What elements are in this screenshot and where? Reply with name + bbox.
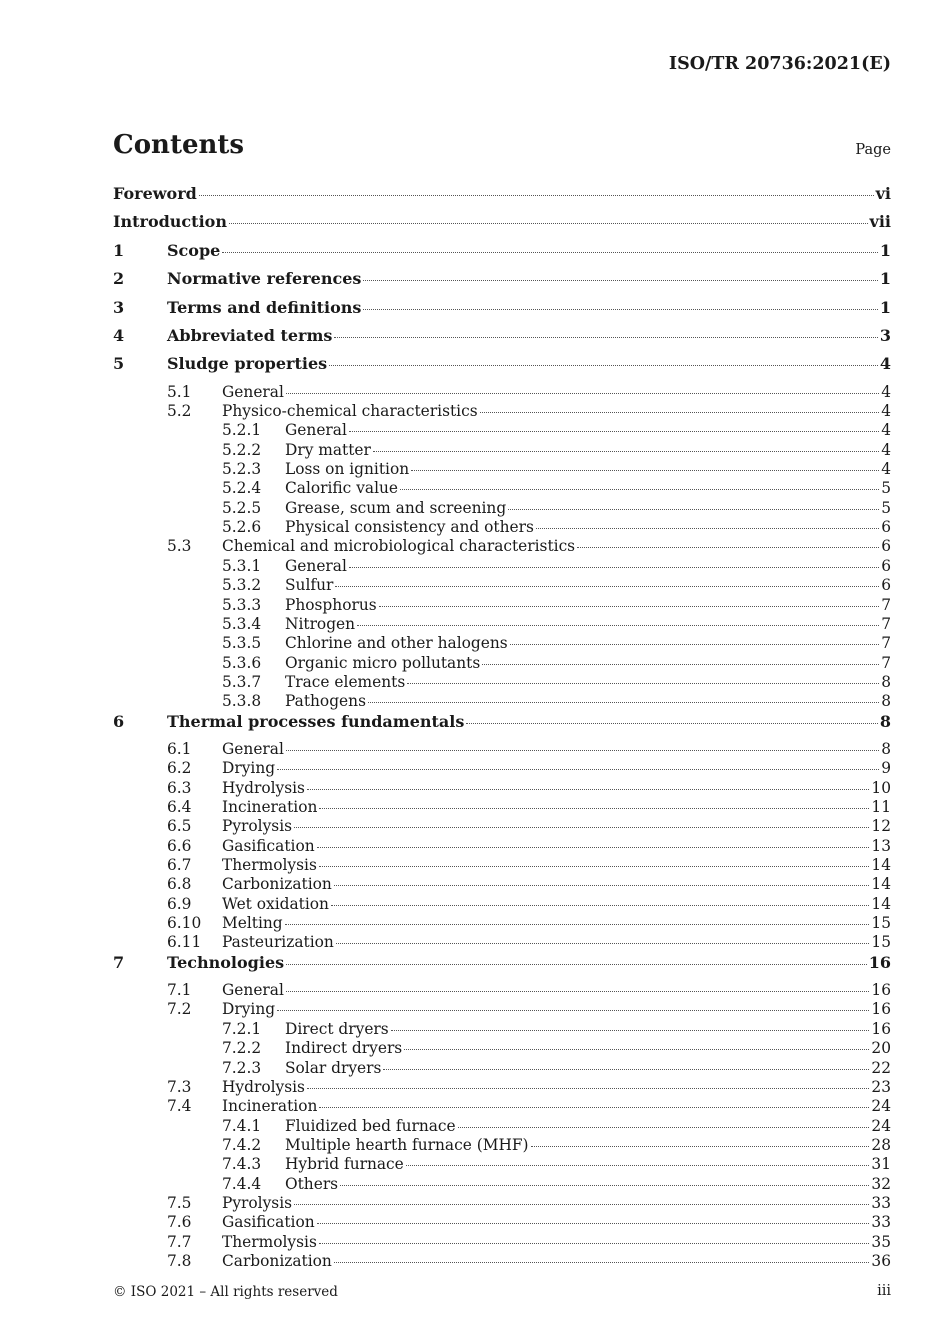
toc-entry-page: 20 [871, 1039, 891, 1058]
toc-entry[interactable] [113, 856, 891, 875]
toc-entry-label: Hydrolysis [222, 778, 305, 797]
toc-entry[interactable] [113, 326, 891, 354]
toc-entry-label: Loss on ignition [285, 460, 410, 479]
dot-leader [404, 1049, 869, 1050]
toc-entry-label: Trace elements [285, 672, 406, 691]
toc-entry[interactable] [113, 1097, 891, 1116]
toc-entry-page: 35 [871, 1232, 891, 1251]
toc-entry[interactable] [113, 479, 891, 498]
toc-entry-page: 6 [881, 576, 891, 595]
dot-leader [199, 195, 874, 196]
toc-entry-page: 3 [879, 325, 891, 345]
toc-entry-page: 22 [871, 1058, 891, 1077]
toc-entry-number: 4 [113, 325, 125, 345]
toc-entry[interactable] [113, 1213, 891, 1232]
toc-entry[interactable] [113, 537, 891, 556]
dot-leader [307, 789, 869, 790]
toc-entry[interactable] [113, 354, 891, 382]
toc-entry-page: 15 [871, 914, 891, 933]
toc-entry-label: Direct dryers [285, 1019, 389, 1038]
toc-entry-page: 5 [881, 498, 891, 517]
dot-leader [349, 431, 879, 432]
toc-entry-page: 16 [871, 1019, 891, 1038]
toc-entry-page: 14 [871, 856, 891, 875]
toc-entry[interactable] [113, 673, 891, 692]
toc-entry-number: 6.3 [167, 778, 192, 797]
dot-leader [373, 451, 879, 452]
toc-entry[interactable] [113, 692, 891, 711]
toc-entry-label: Drying [222, 1000, 276, 1019]
toc-entry-page: 8 [881, 672, 891, 691]
toc-entry-page: 7 [881, 634, 891, 653]
toc-entry-number: 7.6 [167, 1213, 192, 1232]
dot-leader [480, 412, 880, 413]
dot-leader [336, 943, 870, 944]
toc-entry-label: Pyrolysis [222, 817, 293, 836]
toc-entry[interactable] [113, 212, 891, 240]
toc-entry-page: 11 [871, 798, 891, 816]
toc-entry[interactable] [113, 798, 891, 817]
toc-entry-label: Incineration [222, 1097, 318, 1116]
toc-entry-page: 16 [871, 1000, 891, 1019]
toc-entry[interactable] [113, 241, 891, 269]
toc-entry-page: 4 [881, 402, 891, 421]
toc-entry[interactable] [113, 981, 891, 1000]
toc-entry-label: Foreword [113, 184, 197, 203]
dot-leader [368, 702, 879, 703]
toc-entry-label: Incineration [222, 798, 318, 816]
toc-entry-label: Thermolysis [222, 1232, 317, 1251]
dot-leader [277, 1010, 869, 1011]
dot-leader [363, 309, 877, 310]
toc-entry[interactable] [113, 421, 891, 440]
toc-entry[interactable] [113, 953, 891, 981]
toc-entry-number: 7.8 [167, 1251, 192, 1270]
toc-entry-label: Melting [222, 914, 283, 933]
toc-entry[interactable] [113, 1078, 891, 1097]
toc-entry-label: Sulfur [285, 576, 334, 595]
toc-entry[interactable] [113, 817, 891, 836]
toc-entry-label: General [222, 739, 284, 758]
dot-leader [285, 924, 870, 925]
dot-leader [319, 1107, 869, 1108]
dot-leader [577, 547, 879, 548]
dot-leader [286, 393, 879, 394]
toc-entry-label: Hydrolysis [222, 1077, 305, 1096]
dot-leader [334, 885, 870, 886]
toc-entry-page: 14 [871, 894, 891, 913]
toc-entry-label: Indirect dryers [285, 1039, 403, 1058]
toc-entry-number: 7.5 [167, 1193, 192, 1212]
toc-entry-number: 6.2 [167, 759, 192, 778]
toc-entry-page: 8 [881, 739, 891, 758]
dot-leader [531, 1146, 870, 1147]
toc-entry[interactable] [113, 1194, 891, 1213]
toc-entry-page: 16 [868, 952, 891, 972]
toc-entry-page: 1 [879, 240, 891, 260]
toc-entry-page: 6 [881, 537, 891, 556]
toc-entry-number: 5.1 [167, 382, 192, 401]
dot-leader [307, 1088, 869, 1089]
dot-leader [286, 750, 879, 751]
toc-entry-page: 5 [881, 479, 891, 498]
toc-entry-number: 5 [113, 354, 125, 374]
dot-leader [391, 1030, 870, 1031]
toc-entry-number: 6 [113, 711, 125, 731]
toc-entry[interactable] [113, 634, 891, 653]
dot-leader [294, 1204, 869, 1205]
toc-entry-number: 1 [113, 240, 125, 260]
dot-leader [406, 1165, 870, 1166]
toc-entry-label: Sludge properties [167, 354, 328, 374]
toc-entry-number: 6.11 [167, 933, 202, 952]
toc-entry[interactable] [113, 576, 891, 595]
toc-entry[interactable] [113, 1039, 891, 1058]
toc-entry-number: 5.3 [167, 537, 192, 556]
toc-entry-label: General [285, 421, 347, 440]
toc-entry-number: 3 [113, 297, 125, 317]
toc-entry-page: 12 [871, 817, 891, 836]
toc-entry[interactable] [113, 740, 891, 759]
toc-entry[interactable] [113, 759, 891, 778]
toc-entry-number: 5.3.8 [222, 692, 262, 711]
dot-leader [334, 337, 877, 338]
toc-entry[interactable] [113, 615, 891, 634]
dot-leader [383, 1069, 869, 1070]
footer-copyright: © ISO 2021 – All rights reserved [113, 1284, 338, 1300]
toc-entry-page: 8 [881, 692, 891, 711]
toc-entry-page: 14 [871, 875, 891, 894]
toc-entry[interactable] [113, 1000, 891, 1019]
toc-entry-number: 5.2 [167, 402, 192, 421]
toc-entry-label: Nitrogen [285, 614, 356, 633]
toc-entry-number: 6.1 [167, 739, 192, 758]
toc-entry-label: Phosphorus [285, 595, 377, 614]
document-id: ISO/TR 20736:2021(E) [668, 54, 891, 74]
dot-leader [329, 365, 878, 366]
page-column-label: Page [855, 142, 891, 158]
toc-entry-label: Pathogens [285, 692, 366, 711]
toc-entry-number: 6.8 [167, 875, 192, 894]
dot-leader [400, 489, 879, 490]
toc-entry-page: 24 [871, 1097, 891, 1116]
toc-entry-label: Pasteurization [222, 933, 334, 952]
dot-leader [317, 1223, 870, 1224]
toc-entry-label: Wet oxidation [222, 894, 329, 913]
toc-entry[interactable] [113, 895, 891, 914]
dot-leader [508, 509, 879, 510]
dot-leader [334, 1262, 870, 1263]
toc-entry-label: Solar dryers [285, 1058, 382, 1077]
toc-entry-label: Thermolysis [222, 856, 317, 875]
toc-entry-label: General [222, 981, 284, 1000]
toc-entry-label: Organic micro pollutants [285, 653, 481, 672]
toc-entry-number: 5.2.1 [222, 421, 262, 440]
toc-entry-number: 5.2.5 [222, 498, 262, 517]
toc-entry-page: 8 [879, 711, 891, 731]
toc-entry-page: 1 [879, 269, 891, 289]
dot-leader [340, 1185, 869, 1186]
toc-entry-number: 5.3.4 [222, 614, 262, 633]
toc-entry-number: 5.3.1 [222, 556, 262, 575]
toc-entry-label: Scope [167, 240, 221, 260]
toc-entry-page: 1 [879, 297, 891, 317]
toc-entry-number: 5.3.2 [222, 576, 262, 595]
toc-entry-label: Thermal processes fundamentals [167, 711, 465, 731]
toc-entry-label: Terms and definitions [167, 297, 362, 317]
toc-entry-page: 4 [881, 460, 891, 479]
toc-entry-label: Calorific value [285, 479, 399, 498]
toc-entry[interactable] [113, 933, 891, 952]
toc-entry[interactable] [113, 1233, 891, 1252]
toc-entry-page: 16 [871, 981, 891, 1000]
toc-entry-label: Chemical and microbiological characteristics [222, 537, 576, 556]
toc-entry-number: 7 [113, 952, 125, 972]
dot-leader [335, 586, 879, 587]
toc-entry[interactable] [113, 712, 891, 740]
toc-entry-number: 6.10 [167, 914, 202, 933]
toc-entry[interactable] [113, 298, 891, 326]
toc-entry-page: 15 [871, 933, 891, 952]
table-of-contents [113, 184, 891, 1271]
dot-leader [510, 644, 880, 645]
dot-leader [319, 808, 869, 809]
toc-entry-number: 6.7 [167, 856, 192, 875]
toc-entry[interactable] [113, 1252, 891, 1271]
toc-entry-page: 28 [871, 1135, 891, 1154]
toc-entry-number: 7.4.1 [222, 1116, 262, 1135]
toc-entry-number: 7.4.2 [222, 1135, 262, 1154]
toc-entry[interactable] [113, 1155, 891, 1174]
toc-entry-page: 10 [871, 778, 891, 797]
toc-entry[interactable] [113, 383, 891, 402]
dot-leader [229, 223, 868, 224]
toc-entry-label: Technologies [167, 952, 285, 972]
toc-entry-number: 5.3.5 [222, 634, 262, 653]
toc-entry-number: 7.3 [167, 1077, 192, 1096]
toc-entry[interactable] [113, 1020, 891, 1039]
toc-entry-page: 6 [881, 556, 891, 575]
toc-entry-number: 6.5 [167, 817, 192, 836]
toc-entry-number: 7.2.1 [222, 1019, 262, 1038]
toc-entry[interactable] [113, 557, 891, 576]
dot-leader [317, 847, 870, 848]
toc-entry-label: Physico-chemical characteristics [222, 402, 478, 421]
dot-leader [286, 991, 870, 992]
toc-entry-page: 4 [881, 421, 891, 440]
toc-entry-number: 6.6 [167, 836, 192, 855]
toc-entry-label: Abbreviated terms [167, 325, 333, 345]
dot-leader [331, 905, 869, 906]
toc-entry-page: vii [869, 212, 891, 232]
toc-entry-number: 5.2.4 [222, 479, 262, 498]
dot-leader [482, 664, 879, 665]
toc-entry-page: 24 [871, 1116, 891, 1135]
toc-entry-label: Chlorine and other halogens [285, 634, 508, 653]
dot-leader [319, 1243, 870, 1244]
toc-entry[interactable] [113, 654, 891, 673]
dot-leader [536, 528, 879, 529]
toc-entry[interactable] [113, 460, 891, 479]
dot-leader [222, 252, 878, 253]
toc-entry-number: 7.4.3 [222, 1155, 262, 1174]
toc-entry-page: 4 [879, 354, 891, 374]
toc-entry-page: 31 [871, 1155, 891, 1174]
toc-entry-label: Grease, scum and screening [285, 498, 507, 517]
toc-entry-number: 5.2.6 [222, 518, 262, 537]
toc-entry-label: Pyrolysis [222, 1193, 293, 1212]
dot-leader [411, 470, 879, 471]
dot-leader [294, 827, 869, 828]
toc-entry-page: vi [875, 184, 891, 203]
toc-entry[interactable] [113, 269, 891, 297]
dot-leader [466, 723, 877, 724]
dot-leader [286, 964, 867, 965]
toc-entry-number: 2 [113, 269, 125, 289]
toc-entry[interactable] [113, 184, 891, 212]
toc-entry-page: 4 [881, 382, 891, 401]
toc-entry-number: 7.4 [167, 1097, 192, 1116]
toc-entry[interactable] [113, 1117, 891, 1136]
toc-entry-number: 5.3.3 [222, 595, 262, 614]
toc-entry[interactable] [113, 499, 891, 518]
dot-leader [458, 1127, 870, 1128]
toc-entry-page: 33 [871, 1193, 891, 1212]
toc-entry[interactable] [113, 596, 891, 615]
toc-entry[interactable] [113, 402, 891, 421]
toc-entry[interactable] [113, 1059, 891, 1078]
toc-entry-label: Drying [222, 759, 276, 778]
toc-entry-number: 5.2.3 [222, 460, 262, 479]
footer-page-number: iii [877, 1283, 891, 1299]
toc-entry-label: General [285, 556, 347, 575]
page-title: Contents [113, 130, 245, 160]
dot-leader [363, 280, 877, 281]
toc-entry-page: 4 [881, 440, 891, 459]
toc-entry[interactable] [113, 1175, 891, 1194]
toc-entry-number: 7.7 [167, 1232, 192, 1251]
toc-entry-label: Hybrid furnace [285, 1155, 404, 1174]
toc-entry-page: 36 [871, 1251, 891, 1270]
toc-entry-page: 7 [881, 653, 891, 672]
dot-leader [357, 625, 879, 626]
toc-entry[interactable] [113, 875, 891, 894]
toc-entry-label: Carbonization [222, 1251, 332, 1270]
toc-entry-number: 7.4.4 [222, 1174, 262, 1193]
toc-entry-page: 9 [881, 759, 891, 778]
toc-entry-label: Physical consistency and others [285, 518, 534, 537]
toc-entry-label: Carbonization [222, 875, 332, 894]
toc-entry-number: 7.2.2 [222, 1039, 262, 1058]
toc-entry-page: 6 [881, 518, 891, 537]
toc-entry-number: 7.2 [167, 1000, 192, 1019]
toc-entry[interactable] [113, 779, 891, 798]
toc-entry[interactable] [113, 441, 891, 460]
toc-entry-label: Fluidized bed furnace [285, 1116, 456, 1135]
toc-entry-page: 23 [871, 1077, 891, 1096]
dot-leader [319, 866, 870, 867]
dot-leader [379, 606, 880, 607]
dot-leader [349, 567, 879, 568]
toc-entry[interactable] [113, 518, 891, 537]
toc-entry-page: 13 [871, 836, 891, 855]
toc-entry-label: Others [285, 1174, 339, 1193]
toc-entry-number: 7.2.3 [222, 1058, 262, 1077]
toc-entry-number: 6.4 [167, 798, 192, 816]
toc-entry-number: 5.2.2 [222, 440, 262, 459]
toc-entry-label: Normative references [167, 269, 362, 289]
dot-leader [277, 769, 879, 770]
toc-entry-number: 5.3.7 [222, 672, 262, 691]
toc-entry-label: Dry matter [285, 440, 371, 459]
toc-entry-label: Introduction [113, 212, 227, 232]
toc-entry-label: Multiple hearth furnace (MHF) [285, 1135, 529, 1154]
toc-entry-label: Gasification [222, 1213, 315, 1232]
toc-entry-page: 7 [881, 595, 891, 614]
toc-entry-page: 33 [871, 1213, 891, 1232]
toc-entry-page: 32 [871, 1174, 891, 1193]
toc-entry-page: 7 [881, 614, 891, 633]
toc-entry-number: 5.3.6 [222, 653, 262, 672]
toc-entry[interactable] [113, 914, 891, 933]
toc-entry[interactable] [113, 837, 891, 856]
dot-leader [407, 683, 879, 684]
toc-entry-number: 7.1 [167, 981, 192, 1000]
toc-entry-label: General [222, 382, 284, 401]
toc-entry-number: 6.9 [167, 894, 192, 913]
toc-entry[interactable] [113, 1136, 891, 1155]
toc-entry-label: Gasification [222, 836, 315, 855]
